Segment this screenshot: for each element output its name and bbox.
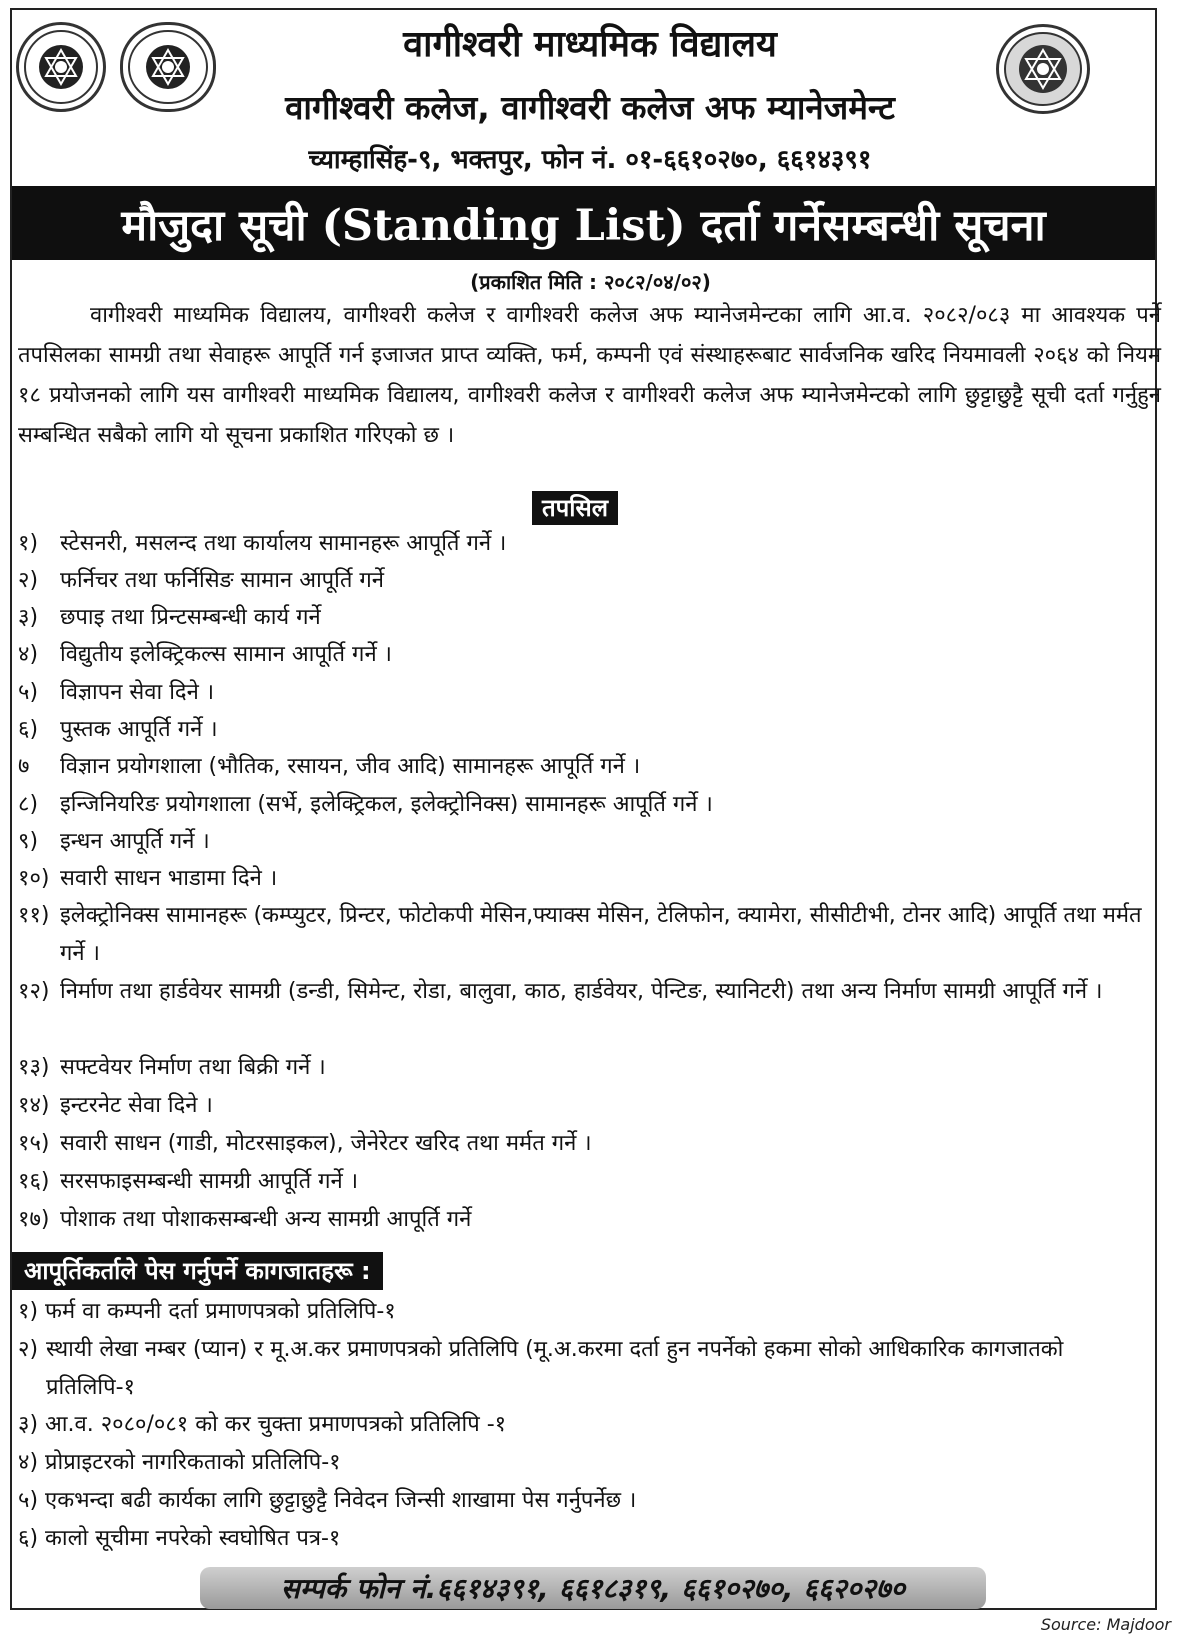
list-item bbox=[18, 562, 384, 600]
item-text: विज्ञान प्रयोगशाला (भौतिक, रसायन, जीव आदि) सामानहरू आपूर्ति गर्ने । bbox=[60, 754, 641, 779]
item-text: सवारी साधन (गाडी, मोटरसाइकल), जेनेरेटर खरिद तथा मर्मत गर्ने । bbox=[60, 1131, 592, 1156]
publish-date: (प्रकाशित मिति : २०८२/०४/०२) bbox=[470, 270, 711, 294]
item-number: ३) bbox=[18, 605, 39, 630]
item-number: ४) bbox=[18, 642, 39, 667]
list-item bbox=[18, 1201, 471, 1239]
document-item bbox=[18, 1520, 340, 1558]
item-text: विज्ञापन सेवा दिने । bbox=[60, 680, 215, 705]
item-number: ११) bbox=[18, 903, 50, 928]
document-item bbox=[18, 1444, 341, 1482]
list-item bbox=[18, 674, 214, 712]
college-names: वागीश्वरी कलेज, वागीश्वरी कलेज अफ म्यानेजमेन्ट bbox=[285, 88, 895, 127]
list-item bbox=[18, 823, 210, 861]
school-logo bbox=[16, 22, 106, 112]
intro-paragraph: वागीश्वरी माध्यमिक विद्यालय, वागीश्वरी कलेज र वागीश्वरी कलेज अफ म्यानेजमेन्टका लागि आ.व. २०८२/०८३ मा आवश्यक पर्ने तपसिलका सामग्री तथा सेवाहरू आपूर्ति गर्न इजाजत प्राप्त व्यक्ति, फर्म, कम्पनी एवं संस्थाहरूबाट सार्वजनिक खरिद नियमावली २०६४ को नियम १८ प्रयोजनको लागि यस वागीश्वरी माध्यमिक विद्यालय, वागीश्वरी कलेज र वागीश्वरी कलेज अफ म्यानेजमेन्टको लागि छुट्टाछुट्टै सूची दर्ता गर्नुहुन सम्बन्धित सबैको लागि यो सूचना प्रकाशित गरिएको छ । bbox=[18, 303, 1162, 448]
list-item bbox=[18, 1049, 326, 1087]
list-item bbox=[18, 1125, 592, 1163]
item-number: १६) bbox=[18, 1169, 50, 1194]
list-item bbox=[18, 748, 640, 786]
item-text: इन्जिनियरिङ प्रयोगशाला (सर्भे, इलेक्ट्रिकल, इलेक्ट्रोनिक्स) सामानहरू आपूर्ति गर्ने । bbox=[60, 792, 713, 817]
school-name: वागीश्वरी माध्यमिक विद्यालय bbox=[403, 24, 777, 65]
item-text: पुस्तक आपूर्ति गर्ने । bbox=[60, 717, 218, 742]
list-item bbox=[18, 636, 392, 674]
item-text: इन्धन आपूर्ति गर्ने । bbox=[60, 829, 210, 854]
document-item bbox=[18, 1406, 506, 1444]
item-text: इलेक्ट्रोनिक्स सामानहरू (कम्प्युटर, प्रिन्टर, फोटोकपी मेसिन,फ्याक्स मेसिन, टेलिफोन, क्यामेरा, सीसीटीभी, टोनर आदि) आपूर्ति तथा मर्मत गर्ने । bbox=[60, 903, 1142, 966]
list-item bbox=[18, 897, 1160, 973]
list-item bbox=[18, 973, 1160, 1011]
list-item bbox=[18, 860, 277, 898]
doc-text: फर्म वा कम्पनी दर्ता प्रमाणपत्रको प्रतिलिपि-१ bbox=[45, 1299, 396, 1324]
item-number: १३) bbox=[18, 1055, 50, 1080]
source-credit: Source: Majdoor bbox=[1040, 1615, 1171, 1634]
item-text: निर्माण तथा हार्डवेयर सामग्री (डन्डी, सिमेन्ट, रोडा, बालुवा, काठ, हार्डवेयर, पेन्टिङ, स्यानिटरी) तथा अन्य निर्माण सामग्री आपूर्ति गर्ने । bbox=[60, 979, 1103, 1004]
doc-number: ४) bbox=[18, 1450, 39, 1475]
item-number: ८) bbox=[18, 792, 39, 817]
doc-text: प्रोप्राइटरको नागरिकताको प्रतिलिपि-१ bbox=[45, 1450, 341, 1475]
item-number: ७ bbox=[18, 754, 30, 779]
documents-header: आपूर्तिकर्ताले पेस गर्नुपर्ने कागजातहरू : bbox=[12, 1252, 383, 1290]
item-number: १२) bbox=[18, 979, 50, 1004]
item-number: १७) bbox=[18, 1207, 50, 1232]
doc-number: ६) bbox=[18, 1526, 39, 1551]
school-emblem-icon bbox=[22, 28, 100, 106]
item-text: स्टेसनरी, मसलन्द तथा कार्यालय सामानहरू आपूर्ति गर्ने । bbox=[60, 531, 507, 556]
doc-text: एकभन्दा बढी कार्यका लागि छुट्टाछुट्टै निवेदन जिन्सी शाखामा पेस गर्नुपर्नेछ । bbox=[45, 1488, 637, 1513]
item-text: पोशाक तथा पोशाकसम्बन्धी अन्य सामग्री आपूर्ति गर्ने bbox=[60, 1207, 472, 1232]
doc-number: २) bbox=[18, 1337, 39, 1362]
document-item bbox=[18, 1331, 1156, 1407]
item-number: ५) bbox=[18, 680, 39, 705]
item-text: छपाइ तथा प्रिन्टसम्बन्धी कार्य गर्ने bbox=[60, 605, 321, 630]
item-text: सवारी साधन भाडामा दिने । bbox=[60, 866, 278, 891]
list-item bbox=[18, 786, 713, 824]
item-text: सरसफाइसम्बन्धी सामग्री आपूर्ति गर्ने । bbox=[60, 1169, 359, 1194]
item-number: ९) bbox=[18, 829, 39, 854]
address-phone: च्याम्हासिंह-९, भक्तपुर, फोन नं. ०१-६६१०२७०, ६६१४३९१ bbox=[308, 145, 872, 175]
list-item bbox=[18, 1087, 213, 1125]
management-college-logo bbox=[996, 24, 1090, 114]
doc-number: १) bbox=[18, 1299, 39, 1324]
doc-number: ५) bbox=[18, 1488, 39, 1513]
doc-text: कालो सूचीमा नपरेको स्वघोषित पत्र-१ bbox=[45, 1526, 341, 1551]
college-logo bbox=[120, 22, 216, 112]
item-number: १५) bbox=[18, 1131, 50, 1156]
contact-phone-bar bbox=[200, 1567, 986, 1609]
list-item bbox=[18, 599, 321, 637]
management-emblem-icon bbox=[1002, 30, 1084, 108]
contact-phone: सम्पर्क फोन नं.६६१४३९१, ६६१८३१९, ६६१०२७०, ६६२०२७० bbox=[280, 1572, 906, 1605]
item-text: फर्निचर तथा फर्निसिङ सामान आपूर्ति गर्ने bbox=[60, 568, 385, 593]
item-text: विद्युतीय इलेक्ट्रिकल्स सामान आपूर्ति गर्ने । bbox=[60, 642, 392, 667]
doc-number: ३) bbox=[18, 1412, 39, 1437]
item-number: १) bbox=[18, 531, 39, 556]
document-item bbox=[18, 1293, 396, 1331]
college-emblem-icon bbox=[126, 28, 210, 106]
document-item bbox=[18, 1482, 636, 1520]
notice-title: मौजुदा सूची (Standing List) दर्ता गर्नेसम्बन्धी सूचना bbox=[121, 200, 1046, 251]
item-text: इन्टरनेट सेवा दिने । bbox=[60, 1093, 213, 1118]
doc-text: स्थायी लेखा नम्बर (प्यान) र मू.अ.कर प्रमाणपत्रको प्रतिलिपि (मू.अ.करमा दर्ता हुन नपर्नेको हकमा सोको आधिकारिक कागजातको प्रतिलिपि-१ bbox=[46, 1337, 1064, 1400]
item-number: १४) bbox=[18, 1093, 50, 1118]
list-item bbox=[18, 711, 218, 749]
item-number: १०) bbox=[18, 866, 50, 891]
item-text: सफ्टवेयर निर्माण तथा बिक्री गर्ने । bbox=[60, 1055, 326, 1080]
notice-title-banner bbox=[12, 186, 1155, 260]
section-label-tapasil: तपसिल bbox=[532, 491, 618, 525]
doc-text: आ.व. २०८०/०८१ को कर चुक्ता प्रमाणपत्रको प्रतिलिपि -१ bbox=[45, 1412, 507, 1437]
item-number: ६) bbox=[18, 717, 39, 742]
item-number: २) bbox=[18, 568, 39, 593]
list-item bbox=[18, 525, 506, 563]
list-item bbox=[18, 1163, 358, 1201]
